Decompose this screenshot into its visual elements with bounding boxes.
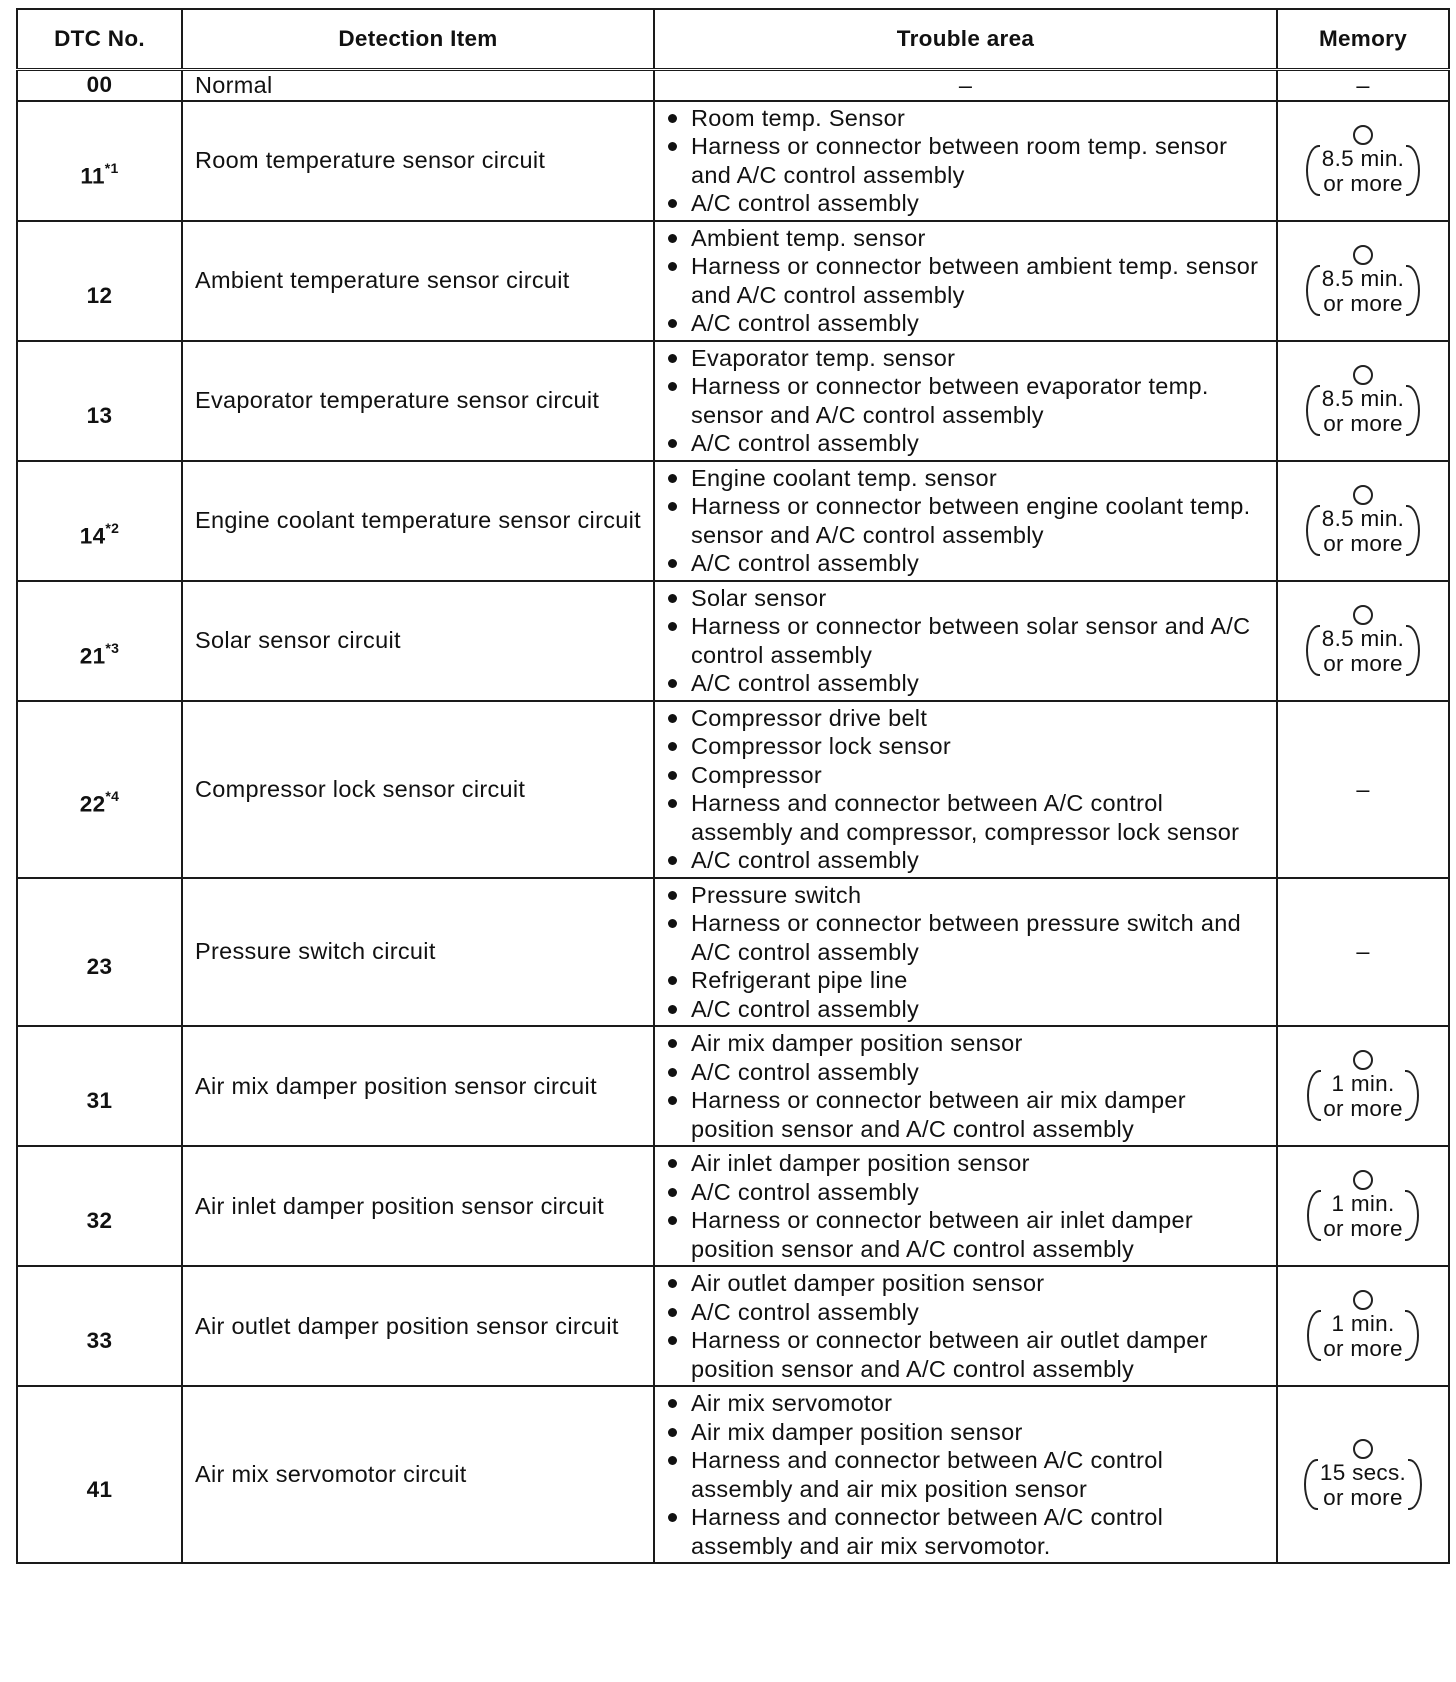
dtc-code: 11 <box>80 163 105 189</box>
trouble-list <box>665 704 1268 875</box>
memory-cell <box>1277 1026 1449 1146</box>
table-row <box>17 701 1449 878</box>
dtc-code: 14 <box>79 523 106 549</box>
trouble-item: Ambient temp. sensor <box>665 224 1268 253</box>
left-parenthesis <box>1306 265 1320 316</box>
trouble-area <box>654 1146 1277 1266</box>
memory-duration <box>1306 605 1420 676</box>
dtc-code: 12 <box>86 282 113 308</box>
trouble-item: Harness and connector between A/C control assembly and air mix servomotor. <box>665 1503 1268 1560</box>
dtc-code-cell <box>17 69 182 101</box>
dtc-code-wrap <box>79 519 120 550</box>
memory-qualifier: or more <box>1323 1096 1403 1121</box>
dtc-code: 13 <box>86 402 113 428</box>
memory-time: 8.5 min. <box>1321 265 1405 291</box>
table-row <box>17 461 1449 581</box>
header-trouble-area: Trouble area <box>654 9 1277 69</box>
right-parenthesis <box>1406 145 1420 196</box>
trouble-item: Compressor lock sensor <box>665 732 1268 761</box>
dtc-code: 21 <box>79 643 106 669</box>
trouble-item: A/C control assembly <box>665 189 1268 218</box>
memory-qualifier: or more <box>1323 1484 1403 1510</box>
trouble-item: Harness or connector between pressure switch and A/C control assembly <box>665 909 1268 966</box>
dtc-code-wrap <box>80 159 119 190</box>
trouble-item: Air mix servomotor <box>665 1389 1268 1418</box>
memory-cell <box>1277 341 1449 461</box>
right-parenthesis <box>1405 1310 1419 1361</box>
memory-cell: – <box>1277 878 1449 1027</box>
memory-duration <box>1307 1170 1419 1241</box>
dtc-code-cell <box>17 101 182 221</box>
table-row <box>17 341 1449 461</box>
memory-time: 1 min. <box>1331 1311 1395 1336</box>
memory-circle-icon <box>1353 1439 1373 1459</box>
memory-qualifier: or more <box>1323 290 1403 316</box>
trouble-item: Harness and connector between A/C control assembly and air mix position sensor <box>665 1446 1268 1503</box>
table-row <box>17 69 1449 101</box>
memory-cell: – <box>1277 701 1449 878</box>
trouble-area <box>654 1266 1277 1386</box>
right-parenthesis <box>1406 265 1420 316</box>
trouble-list <box>665 104 1268 218</box>
table-row <box>17 221 1449 341</box>
table-row <box>17 101 1449 221</box>
table-row <box>17 1146 1449 1266</box>
trouble-item: Air mix damper position sensor <box>665 1029 1268 1058</box>
memory-qualifier: or more <box>1323 530 1403 556</box>
trouble-item: A/C control assembly <box>665 1058 1268 1087</box>
trouble-area <box>654 461 1277 581</box>
trouble-item: A/C control assembly <box>665 669 1268 698</box>
header-detection-item: Detection Item <box>182 9 654 69</box>
detection-item: Air mix damper position sensor circuit <box>182 1026 654 1146</box>
dtc-code: 23 <box>86 953 113 979</box>
detection-item: Engine coolant temperature sensor circuit <box>182 461 654 581</box>
detection-item: Air mix servomotor circuit <box>182 1386 654 1563</box>
trouble-area <box>654 1026 1277 1146</box>
memory-cell <box>1277 1146 1449 1266</box>
trouble-item: A/C control assembly <box>665 549 1268 578</box>
trouble-item: Compressor <box>665 761 1268 790</box>
dtc-table-sheet <box>16 8 1448 1564</box>
memory-time: 8.5 min. <box>1321 145 1405 171</box>
table-row <box>17 878 1449 1027</box>
dtc-footnote-mark: *3 <box>105 639 120 656</box>
memory-circle-icon <box>1353 125 1373 145</box>
trouble-item: Harness or connector between air inlet damper position sensor and A/C control assembly <box>665 1206 1268 1263</box>
memory-time: 1 min. <box>1331 1071 1395 1096</box>
memory-circle-icon <box>1353 1290 1373 1310</box>
trouble-list <box>665 464 1268 578</box>
memory-qualifier: or more <box>1323 1216 1403 1241</box>
trouble-area <box>654 701 1277 878</box>
memory-circle-icon <box>1353 605 1373 625</box>
trouble-item: Harness or connector between engine coolant temp. sensor and A/C control assembly <box>665 492 1268 549</box>
memory-qualifier: or more <box>1323 170 1403 196</box>
trouble-item: Air inlet damper position sensor <box>665 1149 1268 1178</box>
table-row <box>17 1266 1449 1386</box>
detection-item: Solar sensor circuit <box>182 581 654 701</box>
detection-item: Pressure switch circuit <box>182 878 654 1027</box>
detection-item: Air inlet damper position sensor circuit <box>182 1146 654 1266</box>
dtc-code-cell <box>17 878 182 1027</box>
trouble-item: Harness or connector between ambient temp. sensor and A/C control assembly <box>665 252 1268 309</box>
trouble-item: A/C control assembly <box>665 846 1268 875</box>
trouble-list <box>665 1149 1268 1263</box>
memory-duration <box>1306 245 1420 316</box>
right-parenthesis <box>1405 1190 1419 1241</box>
right-parenthesis <box>1405 1070 1419 1121</box>
trouble-item: Refrigerant pipe line <box>665 966 1268 995</box>
trouble-item: Pressure switch <box>665 881 1268 910</box>
memory-qualifier: or more <box>1323 650 1403 676</box>
trouble-area <box>654 581 1277 701</box>
trouble-list <box>665 1269 1268 1383</box>
detection-item: Room temperature sensor circuit <box>182 101 654 221</box>
trouble-list <box>665 1389 1268 1560</box>
memory-cell <box>1277 101 1449 221</box>
memory-cell <box>1277 1266 1449 1386</box>
dtc-code-cell <box>17 341 182 461</box>
memory-duration <box>1307 1050 1419 1121</box>
right-parenthesis <box>1406 505 1420 556</box>
dtc-code-wrap <box>87 1088 113 1114</box>
dtc-code-wrap <box>87 1208 113 1234</box>
memory-circle-icon <box>1353 485 1373 505</box>
trouble-list <box>665 881 1268 1024</box>
dtc-code-cell <box>17 581 182 701</box>
right-parenthesis <box>1406 625 1420 676</box>
dtc-code-cell <box>17 461 182 581</box>
dtc-code: 31 <box>86 1088 113 1113</box>
detection-item: Compressor lock sensor circuit <box>182 701 654 878</box>
left-parenthesis <box>1306 145 1320 196</box>
detection-item: Ambient temperature sensor circuit <box>182 221 654 341</box>
dtc-code-wrap <box>79 639 120 670</box>
memory-circle-icon <box>1353 245 1373 265</box>
dtc-code-wrap <box>87 1328 113 1354</box>
left-parenthesis <box>1306 505 1320 556</box>
trouble-item: Harness and connector between A/C control assembly and compressor, compressor lock sensor <box>665 789 1268 846</box>
detection-item: Normal <box>182 69 654 101</box>
trouble-item: Harness or connector between evaporator temp. sensor and A/C control assembly <box>665 372 1268 429</box>
dtc-code-cell <box>17 1386 182 1563</box>
memory-qualifier: or more <box>1323 1336 1403 1361</box>
memory-time: 8.5 min. <box>1321 385 1405 411</box>
detection-item: Air outlet damper position sensor circuit <box>182 1266 654 1386</box>
memory-duration <box>1307 1290 1419 1361</box>
dtc-code: 33 <box>86 1328 113 1353</box>
memory-duration <box>1304 1439 1422 1510</box>
left-parenthesis <box>1307 1310 1321 1361</box>
memory-cell <box>1277 581 1449 701</box>
trouble-item: Harness or connector between room temp. sensor and A/C control assembly <box>665 132 1268 189</box>
trouble-list <box>665 584 1268 698</box>
detection-item: Evaporator temperature sensor circuit <box>182 341 654 461</box>
dtc-code: 32 <box>86 1208 113 1233</box>
trouble-area <box>654 1386 1277 1563</box>
memory-qualifier: or more <box>1323 410 1403 436</box>
table-row <box>17 1026 1449 1146</box>
trouble-item: Air mix damper position sensor <box>665 1418 1268 1447</box>
header-memory: Memory <box>1277 9 1449 69</box>
trouble-item: Engine coolant temp. sensor <box>665 464 1268 493</box>
left-parenthesis <box>1306 625 1320 676</box>
dtc-code: 22 <box>79 791 106 817</box>
trouble-area <box>654 341 1277 461</box>
memory-circle-icon <box>1353 365 1373 385</box>
trouble-area <box>654 221 1277 341</box>
table-row <box>17 1386 1449 1563</box>
trouble-item: Air outlet damper position sensor <box>665 1269 1268 1298</box>
trouble-item: Solar sensor <box>665 584 1268 613</box>
trouble-item: Harness or connector between solar sensor and A/C control assembly <box>665 612 1268 669</box>
memory-time: 8.5 min. <box>1321 505 1405 531</box>
trouble-area <box>654 101 1277 221</box>
trouble-item: Evaporator temp. sensor <box>665 344 1268 373</box>
dtc-code-wrap <box>87 283 113 309</box>
trouble-item: Compressor drive belt <box>665 704 1268 733</box>
trouble-list <box>665 344 1268 458</box>
memory-time: 8.5 min. <box>1321 625 1405 651</box>
left-parenthesis <box>1307 1070 1321 1121</box>
dtc-code-cell <box>17 221 182 341</box>
left-parenthesis <box>1306 385 1320 436</box>
trouble-item: A/C control assembly <box>665 995 1268 1024</box>
dtc-code-wrap <box>87 1477 113 1503</box>
memory-cell <box>1277 221 1449 341</box>
dtc-footnote-mark: *4 <box>105 788 120 805</box>
dtc-table <box>16 8 1450 1564</box>
dtc-footnote-mark: *1 <box>104 159 119 176</box>
trouble-list <box>665 1029 1268 1143</box>
memory-cell <box>1277 461 1449 581</box>
table-body <box>17 69 1449 1563</box>
memory-circle-icon <box>1353 1050 1373 1070</box>
dtc-code-cell <box>17 1266 182 1386</box>
dtc-footnote-mark: *2 <box>105 519 120 536</box>
header-dtc-no: DTC No. <box>17 9 182 69</box>
dtc-code-cell <box>17 1026 182 1146</box>
dtc-code-wrap <box>87 954 113 980</box>
dtc-code-wrap <box>87 403 113 429</box>
memory-cell: – <box>1277 69 1449 101</box>
dtc-code-cell <box>17 701 182 878</box>
trouble-area <box>654 878 1277 1027</box>
memory-circle-icon <box>1353 1170 1373 1190</box>
trouble-item: A/C control assembly <box>665 1298 1268 1327</box>
dtc-code: 41 <box>86 1476 113 1502</box>
dtc-code: 00 <box>86 72 113 97</box>
memory-duration <box>1306 365 1420 436</box>
trouble-item: A/C control assembly <box>665 309 1268 338</box>
memory-cell <box>1277 1386 1449 1563</box>
right-parenthesis <box>1408 1459 1422 1510</box>
table-row <box>17 581 1449 701</box>
memory-time: 15 secs. <box>1319 1459 1407 1485</box>
trouble-item: Room temp. Sensor <box>665 104 1268 133</box>
trouble-item: A/C control assembly <box>665 429 1268 458</box>
trouble-item: A/C control assembly <box>665 1178 1268 1207</box>
trouble-list <box>665 224 1268 338</box>
trouble-item: Harness or connector between air outlet damper position sensor and A/C control assembly <box>665 1326 1268 1383</box>
left-parenthesis <box>1304 1459 1318 1510</box>
trouble-item: Harness or connector between air mix damper position sensor and A/C control assembly <box>665 1086 1268 1143</box>
left-parenthesis <box>1307 1190 1321 1241</box>
table-header-row <box>17 9 1449 69</box>
memory-duration <box>1306 485 1420 556</box>
memory-duration <box>1306 125 1420 196</box>
trouble-area: – <box>654 69 1277 101</box>
memory-time: 1 min. <box>1331 1191 1395 1216</box>
dtc-code-wrap <box>80 790 119 818</box>
right-parenthesis <box>1406 385 1420 436</box>
dtc-code-cell <box>17 1146 182 1266</box>
